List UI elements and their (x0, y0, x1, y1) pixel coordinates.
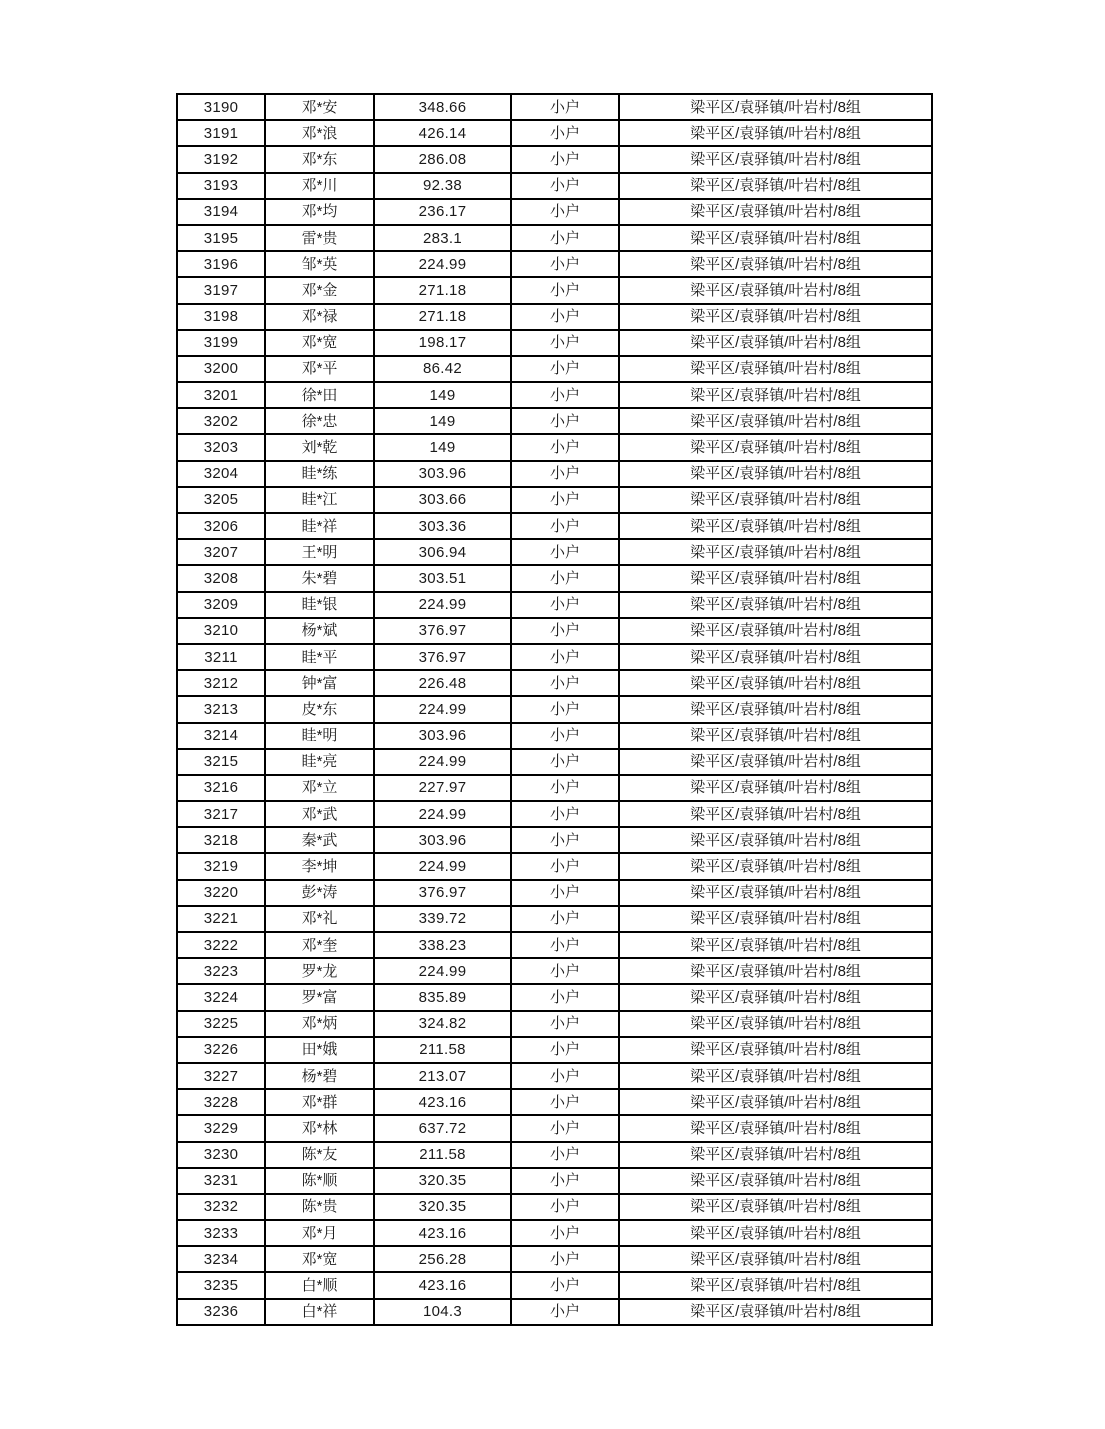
cell-location: 梁平区/袁驿镇/叶岩村/8组 (619, 906, 932, 932)
cell-location: 梁平区/袁驿镇/叶岩村/8组 (619, 199, 932, 225)
cell-type: 小户 (511, 382, 619, 408)
cell-id: 3215 (177, 749, 265, 775)
cell-id: 3219 (177, 853, 265, 879)
cell-type: 小户 (511, 304, 619, 330)
table-row (177, 670, 932, 696)
cell-name: 雷*贵 (265, 225, 374, 251)
table-row (177, 853, 932, 879)
cell-type: 小户 (511, 461, 619, 487)
cell-type: 小户 (511, 1272, 619, 1298)
cell-type: 小户 (511, 696, 619, 722)
cell-name: 邓*安 (265, 94, 374, 120)
cell-location: 梁平区/袁驿镇/叶岩村/8组 (619, 146, 932, 172)
cell-name: 邓*礼 (265, 906, 374, 932)
cell-location: 梁平区/袁驿镇/叶岩村/8组 (619, 382, 932, 408)
cell-id: 3205 (177, 487, 265, 513)
cell-location: 梁平区/袁驿镇/叶岩村/8组 (619, 853, 932, 879)
table-row (177, 277, 932, 303)
table-row (177, 225, 932, 251)
cell-amount: 149 (374, 408, 511, 434)
table-row (177, 173, 932, 199)
table-row (177, 880, 932, 906)
cell-amount: 423.16 (374, 1089, 511, 1115)
cell-amount: 271.18 (374, 277, 511, 303)
cell-location: 梁平区/袁驿镇/叶岩村/8组 (619, 723, 932, 749)
cell-amount: 339.72 (374, 906, 511, 932)
table-row (177, 723, 932, 749)
cell-type: 小户 (511, 1168, 619, 1194)
cell-name: 钟*富 (265, 670, 374, 696)
cell-name: 邓*金 (265, 277, 374, 303)
cell-type: 小户 (511, 906, 619, 932)
cell-name: 朱*碧 (265, 565, 374, 591)
cell-location: 梁平区/袁驿镇/叶岩村/8组 (619, 487, 932, 513)
cell-amount: 286.08 (374, 146, 511, 172)
cell-location: 梁平区/袁驿镇/叶岩村/8组 (619, 775, 932, 801)
cell-amount: 423.16 (374, 1220, 511, 1246)
cell-id: 3204 (177, 461, 265, 487)
table-row (177, 644, 932, 670)
cell-type: 小户 (511, 173, 619, 199)
cell-amount: 227.97 (374, 775, 511, 801)
cell-type: 小户 (511, 801, 619, 827)
cell-type: 小户 (511, 1194, 619, 1220)
table-row (177, 1272, 932, 1298)
cell-id: 3233 (177, 1220, 265, 1246)
cell-type: 小户 (511, 487, 619, 513)
cell-type: 小户 (511, 827, 619, 853)
table-row (177, 1089, 932, 1115)
cell-type: 小户 (511, 434, 619, 460)
cell-location: 梁平区/袁驿镇/叶岩村/8组 (619, 801, 932, 827)
cell-location: 梁平区/袁驿镇/叶岩村/8组 (619, 94, 932, 120)
cell-id: 3236 (177, 1299, 265, 1325)
table-row (177, 146, 932, 172)
cell-id: 3224 (177, 984, 265, 1010)
cell-type: 小户 (511, 618, 619, 644)
cell-amount: 213.07 (374, 1063, 511, 1089)
cell-location: 梁平区/袁驿镇/叶岩村/8组 (619, 251, 932, 277)
cell-name: 邓*炳 (265, 1011, 374, 1037)
cell-name: 邓*宽 (265, 1246, 374, 1272)
cell-type: 小户 (511, 1089, 619, 1115)
cell-amount: 376.97 (374, 618, 511, 644)
cell-id: 3216 (177, 775, 265, 801)
cell-name: 邓*禄 (265, 304, 374, 330)
cell-name: 邓*群 (265, 1089, 374, 1115)
cell-name: 田*娥 (265, 1037, 374, 1063)
cell-amount: 306.94 (374, 539, 511, 565)
cell-name: 邓*武 (265, 801, 374, 827)
cell-name: 秦*武 (265, 827, 374, 853)
cell-type: 小户 (511, 1011, 619, 1037)
table-row (177, 1037, 932, 1063)
cell-location: 梁平区/袁驿镇/叶岩村/8组 (619, 932, 932, 958)
table-row (177, 487, 932, 513)
cell-id: 3225 (177, 1011, 265, 1037)
table-row (177, 592, 932, 618)
cell-type: 小户 (511, 120, 619, 146)
cell-type: 小户 (511, 984, 619, 1010)
cell-amount: 303.96 (374, 461, 511, 487)
cell-name: 邹*英 (265, 251, 374, 277)
table-row (177, 984, 932, 1010)
cell-type: 小户 (511, 1142, 619, 1168)
cell-name: 眭*银 (265, 592, 374, 618)
cell-location: 梁平区/袁驿镇/叶岩村/8组 (619, 434, 932, 460)
cell-location: 梁平区/袁驿镇/叶岩村/8组 (619, 827, 932, 853)
table-row (177, 801, 932, 827)
table-row (177, 1220, 932, 1246)
cell-amount: 835.89 (374, 984, 511, 1010)
cell-id: 3222 (177, 932, 265, 958)
table-row (177, 696, 932, 722)
cell-location: 梁平区/袁驿镇/叶岩村/8组 (619, 670, 932, 696)
cell-location: 梁平区/袁驿镇/叶岩村/8组 (619, 1089, 932, 1115)
cell-id: 3209 (177, 592, 265, 618)
cell-amount: 198.17 (374, 330, 511, 356)
cell-name: 刘*乾 (265, 434, 374, 460)
cell-amount: 320.35 (374, 1168, 511, 1194)
table-row (177, 408, 932, 434)
table-row (177, 199, 932, 225)
table-row (177, 932, 932, 958)
cell-type: 小户 (511, 1037, 619, 1063)
cell-type: 小户 (511, 513, 619, 539)
table-row (177, 958, 932, 984)
cell-id: 3206 (177, 513, 265, 539)
table-row (177, 827, 932, 853)
table-row (177, 1063, 932, 1089)
cell-name: 邓*立 (265, 775, 374, 801)
cell-amount: 283.1 (374, 225, 511, 251)
cell-location: 梁平区/袁驿镇/叶岩村/8组 (619, 356, 932, 382)
cell-location: 梁平区/袁驿镇/叶岩村/8组 (619, 1037, 932, 1063)
cell-name: 眭*平 (265, 644, 374, 670)
cell-amount: 224.99 (374, 801, 511, 827)
cell-location: 梁平区/袁驿镇/叶岩村/8组 (619, 749, 932, 775)
table-row (177, 539, 932, 565)
cell-location: 梁平区/袁驿镇/叶岩村/8组 (619, 984, 932, 1010)
table-row (177, 356, 932, 382)
cell-id: 3230 (177, 1142, 265, 1168)
cell-location: 梁平区/袁驿镇/叶岩村/8组 (619, 1142, 932, 1168)
cell-location: 梁平区/袁驿镇/叶岩村/8组 (619, 618, 932, 644)
table-row (177, 513, 932, 539)
cell-amount: 256.28 (374, 1246, 511, 1272)
table-row (177, 434, 932, 460)
cell-location: 梁平区/袁驿镇/叶岩村/8组 (619, 1168, 932, 1194)
cell-id: 3235 (177, 1272, 265, 1298)
cell-id: 3234 (177, 1246, 265, 1272)
table-row (177, 775, 932, 801)
cell-id: 3211 (177, 644, 265, 670)
cell-type: 小户 (511, 94, 619, 120)
cell-amount: 303.51 (374, 565, 511, 591)
cell-id: 3199 (177, 330, 265, 356)
cell-id: 3228 (177, 1089, 265, 1115)
cell-name: 王*明 (265, 539, 374, 565)
cell-amount: 149 (374, 434, 511, 460)
cell-amount: 303.66 (374, 487, 511, 513)
cell-name: 邓*奎 (265, 932, 374, 958)
cell-amount: 149 (374, 382, 511, 408)
cell-id: 3217 (177, 801, 265, 827)
cell-type: 小户 (511, 1299, 619, 1325)
cell-amount: 376.97 (374, 880, 511, 906)
cell-name: 白*祥 (265, 1299, 374, 1325)
cell-id: 3226 (177, 1037, 265, 1063)
cell-id: 3193 (177, 173, 265, 199)
table-row (177, 251, 932, 277)
cell-id: 3210 (177, 618, 265, 644)
cell-amount: 104.3 (374, 1299, 511, 1325)
cell-type: 小户 (511, 958, 619, 984)
cell-name: 眭*明 (265, 723, 374, 749)
cell-type: 小户 (511, 277, 619, 303)
cell-name: 邓*浪 (265, 120, 374, 146)
cell-id: 3214 (177, 723, 265, 749)
cell-amount: 426.14 (374, 120, 511, 146)
cell-amount: 423.16 (374, 1272, 511, 1298)
cell-location: 梁平区/袁驿镇/叶岩村/8组 (619, 120, 932, 146)
cell-location: 梁平区/袁驿镇/叶岩村/8组 (619, 696, 932, 722)
cell-amount: 303.36 (374, 513, 511, 539)
cell-name: 白*顺 (265, 1272, 374, 1298)
table-row (177, 1011, 932, 1037)
cell-amount: 211.58 (374, 1142, 511, 1168)
cell-name: 邓*东 (265, 146, 374, 172)
cell-name: 眭*祥 (265, 513, 374, 539)
cell-name: 彭*涛 (265, 880, 374, 906)
cell-name: 罗*富 (265, 984, 374, 1010)
cell-type: 小户 (511, 146, 619, 172)
cell-id: 3220 (177, 880, 265, 906)
cell-id: 3201 (177, 382, 265, 408)
cell-location: 梁平区/袁驿镇/叶岩村/8组 (619, 1194, 932, 1220)
table-row (177, 330, 932, 356)
cell-amount: 637.72 (374, 1115, 511, 1141)
cell-type: 小户 (511, 853, 619, 879)
cell-location: 梁平区/袁驿镇/叶岩村/8组 (619, 330, 932, 356)
cell-id: 3208 (177, 565, 265, 591)
cell-type: 小户 (511, 880, 619, 906)
cell-location: 梁平区/袁驿镇/叶岩村/8组 (619, 880, 932, 906)
cell-location: 梁平区/袁驿镇/叶岩村/8组 (619, 1246, 932, 1272)
cell-type: 小户 (511, 251, 619, 277)
cell-id: 3213 (177, 696, 265, 722)
cell-amount: 320.35 (374, 1194, 511, 1220)
cell-name: 眭*练 (265, 461, 374, 487)
cell-name: 邓*林 (265, 1115, 374, 1141)
table-row (177, 382, 932, 408)
cell-type: 小户 (511, 932, 619, 958)
table-row (177, 749, 932, 775)
cell-type: 小户 (511, 592, 619, 618)
cell-name: 皮*东 (265, 696, 374, 722)
cell-id: 3221 (177, 906, 265, 932)
cell-name: 杨*碧 (265, 1063, 374, 1089)
cell-name: 邓*宽 (265, 330, 374, 356)
cell-amount: 86.42 (374, 356, 511, 382)
cell-amount: 92.38 (374, 173, 511, 199)
cell-location: 梁平区/袁驿镇/叶岩村/8组 (619, 1063, 932, 1089)
cell-name: 邓*均 (265, 199, 374, 225)
cell-amount: 211.58 (374, 1037, 511, 1063)
cell-name: 陈*贵 (265, 1194, 374, 1220)
cell-id: 3203 (177, 434, 265, 460)
cell-location: 梁平区/袁驿镇/叶岩村/8组 (619, 408, 932, 434)
cell-location: 梁平区/袁驿镇/叶岩村/8组 (619, 958, 932, 984)
cell-id: 3197 (177, 277, 265, 303)
cell-name: 邓*川 (265, 173, 374, 199)
cell-amount: 271.18 (374, 304, 511, 330)
cell-amount: 303.96 (374, 827, 511, 853)
cell-location: 梁平区/袁驿镇/叶岩村/8组 (619, 277, 932, 303)
cell-amount: 236.17 (374, 199, 511, 225)
cell-id: 3195 (177, 225, 265, 251)
cell-location: 梁平区/袁驿镇/叶岩村/8组 (619, 461, 932, 487)
table-row (177, 120, 932, 146)
cell-name: 罗*龙 (265, 958, 374, 984)
cell-name: 陈*友 (265, 1142, 374, 1168)
cell-location: 梁平区/袁驿镇/叶岩村/8组 (619, 173, 932, 199)
cell-id: 3212 (177, 670, 265, 696)
cell-type: 小户 (511, 749, 619, 775)
cell-location: 梁平区/袁驿镇/叶岩村/8组 (619, 513, 932, 539)
cell-type: 小户 (511, 330, 619, 356)
cell-type: 小户 (511, 644, 619, 670)
cell-type: 小户 (511, 1115, 619, 1141)
cell-amount: 224.99 (374, 853, 511, 879)
cell-type: 小户 (511, 565, 619, 591)
cell-location: 梁平区/袁驿镇/叶岩村/8组 (619, 1011, 932, 1037)
cell-name: 徐*忠 (265, 408, 374, 434)
cell-type: 小户 (511, 1063, 619, 1089)
table-row (177, 565, 932, 591)
cell-id: 3207 (177, 539, 265, 565)
cell-id: 3202 (177, 408, 265, 434)
cell-id: 3191 (177, 120, 265, 146)
resident-table (176, 93, 933, 1326)
cell-amount: 224.99 (374, 592, 511, 618)
cell-amount: 303.96 (374, 723, 511, 749)
cell-id: 3218 (177, 827, 265, 853)
cell-name: 邓*平 (265, 356, 374, 382)
cell-amount: 224.99 (374, 251, 511, 277)
cell-type: 小户 (511, 1220, 619, 1246)
table-row (177, 1168, 932, 1194)
cell-location: 梁平区/袁驿镇/叶岩村/8组 (619, 644, 932, 670)
cell-id: 3231 (177, 1168, 265, 1194)
cell-amount: 376.97 (374, 644, 511, 670)
cell-id: 3232 (177, 1194, 265, 1220)
cell-amount: 226.48 (374, 670, 511, 696)
cell-location: 梁平区/袁驿镇/叶岩村/8组 (619, 225, 932, 251)
table-row (177, 1299, 932, 1325)
cell-location: 梁平区/袁驿镇/叶岩村/8组 (619, 592, 932, 618)
cell-name: 杨*斌 (265, 618, 374, 644)
cell-type: 小户 (511, 670, 619, 696)
cell-type: 小户 (511, 539, 619, 565)
cell-amount: 224.99 (374, 696, 511, 722)
cell-location: 梁平区/袁驿镇/叶岩村/8组 (619, 1299, 932, 1325)
cell-id: 3227 (177, 1063, 265, 1089)
cell-name: 李*坤 (265, 853, 374, 879)
cell-id: 3198 (177, 304, 265, 330)
cell-id: 3200 (177, 356, 265, 382)
cell-type: 小户 (511, 225, 619, 251)
table-row (177, 461, 932, 487)
cell-amount: 338.23 (374, 932, 511, 958)
cell-id: 3194 (177, 199, 265, 225)
table-body (177, 94, 932, 1325)
cell-amount: 224.99 (374, 749, 511, 775)
cell-name: 邓*月 (265, 1220, 374, 1246)
cell-type: 小户 (511, 356, 619, 382)
table-row (177, 1142, 932, 1168)
cell-location: 梁平区/袁驿镇/叶岩村/8组 (619, 539, 932, 565)
table-row (177, 304, 932, 330)
table-row (177, 618, 932, 644)
cell-location: 梁平区/袁驿镇/叶岩村/8组 (619, 304, 932, 330)
cell-amount: 324.82 (374, 1011, 511, 1037)
cell-id: 3190 (177, 94, 265, 120)
cell-type: 小户 (511, 723, 619, 749)
cell-type: 小户 (511, 199, 619, 225)
cell-name: 陈*顺 (265, 1168, 374, 1194)
cell-type: 小户 (511, 408, 619, 434)
cell-type: 小户 (511, 775, 619, 801)
table-row (177, 94, 932, 120)
cell-location: 梁平区/袁驿镇/叶岩村/8组 (619, 1220, 932, 1246)
cell-location: 梁平区/袁驿镇/叶岩村/8组 (619, 565, 932, 591)
cell-id: 3196 (177, 251, 265, 277)
cell-location: 梁平区/袁驿镇/叶岩村/8组 (619, 1272, 932, 1298)
table-row (177, 906, 932, 932)
cell-type: 小户 (511, 1246, 619, 1272)
cell-name: 徐*田 (265, 382, 374, 408)
cell-name: 眭*江 (265, 487, 374, 513)
cell-id: 3229 (177, 1115, 265, 1141)
cell-location: 梁平区/袁驿镇/叶岩村/8组 (619, 1115, 932, 1141)
cell-amount: 348.66 (374, 94, 511, 120)
table-row (177, 1194, 932, 1220)
cell-name: 眭*亮 (265, 749, 374, 775)
table-row (177, 1115, 932, 1141)
cell-amount: 224.99 (374, 958, 511, 984)
cell-id: 3192 (177, 146, 265, 172)
cell-id: 3223 (177, 958, 265, 984)
table-row (177, 1246, 932, 1272)
